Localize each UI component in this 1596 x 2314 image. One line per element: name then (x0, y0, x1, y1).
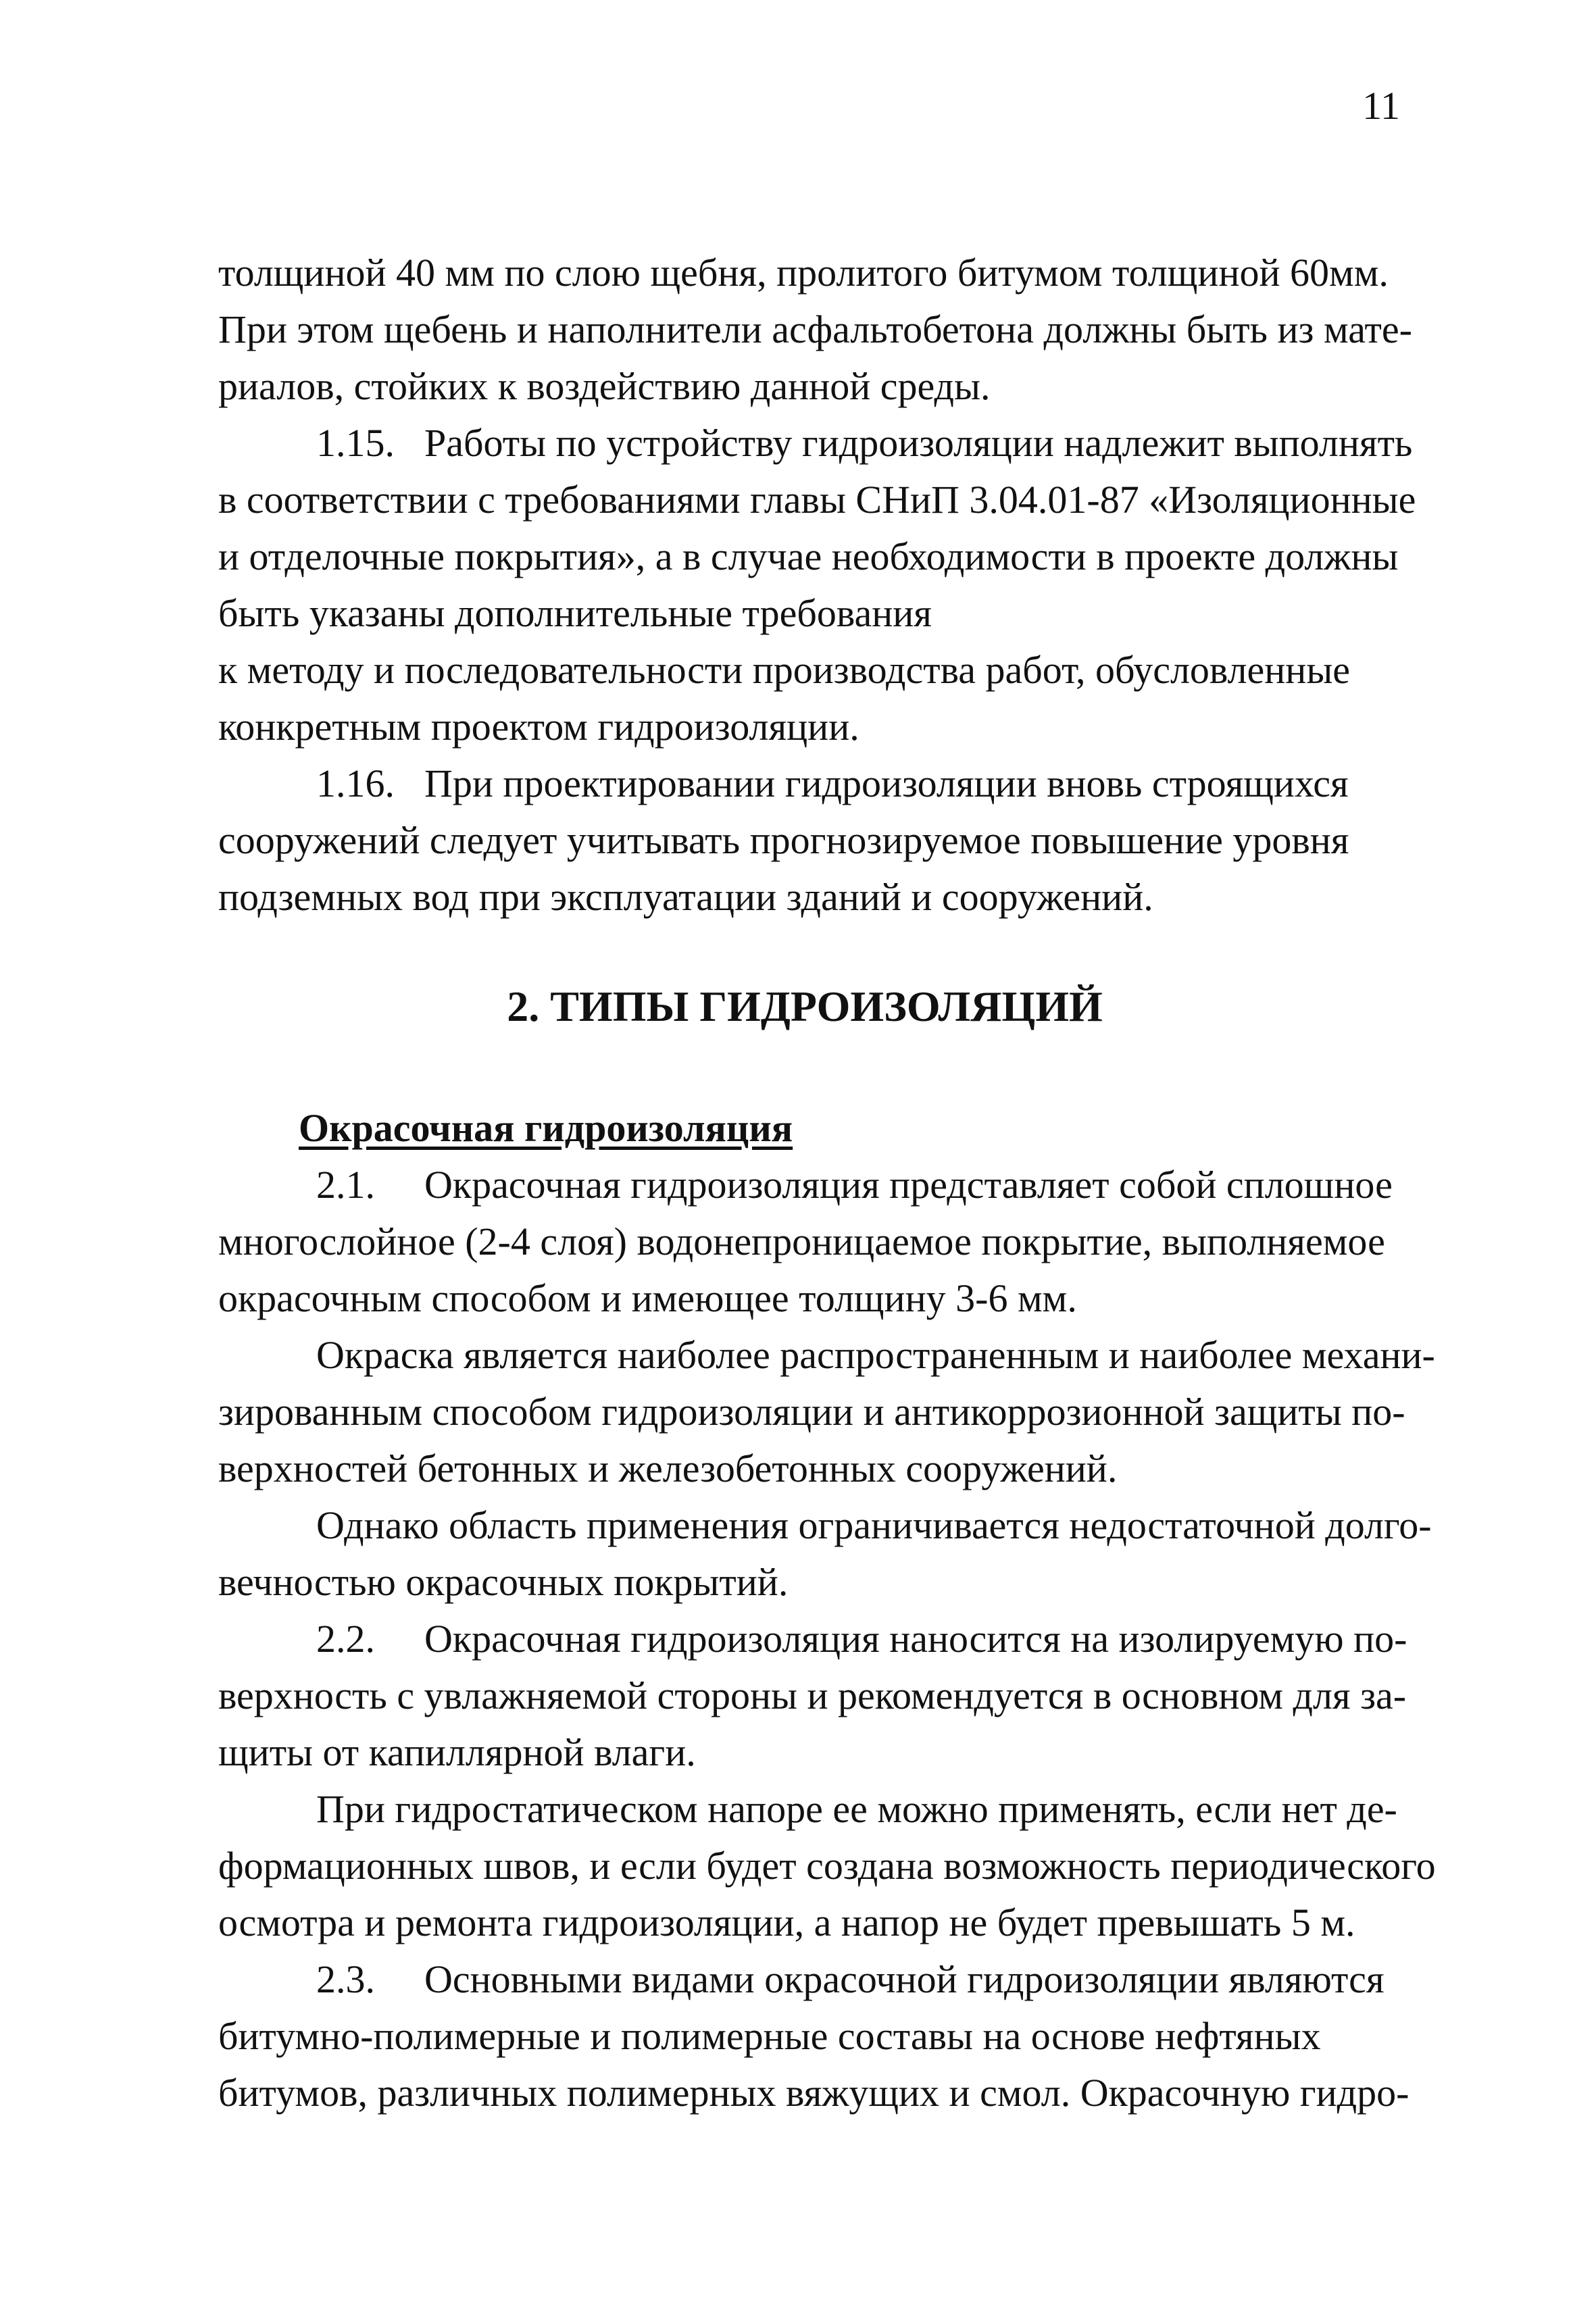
paragraph-first-line (316, 1157, 1393, 1213)
section-heading: 2. ТИПЫ ГИДРОИЗОЛЯЦИЙ (507, 982, 1103, 1030)
paragraph-line: быть указаны дополнительные требования (218, 591, 932, 635)
clause-number: 1.15. (316, 421, 395, 465)
paragraph-line: в соответствии с требованиями главы СНиП 3.04.01-87 «Изоляционные (218, 478, 1416, 522)
paragraph-line: битумов, различных полимерных вяжущих и смол. Окрасочную гидро- (218, 2071, 1410, 2115)
paragraph-text: При проектировании гидроизоляции вновь строящихся (424, 761, 1349, 805)
paragraph-text: Окрасочная гидроизоляция представляет собой сплошное (424, 1163, 1393, 1207)
paragraph-text: Окрасочная гидроизоляция наносится на изолируемую по- (424, 1617, 1407, 1661)
page-number: 11 (1362, 84, 1400, 128)
paragraph-line: конкретным проектом гидроизоляции. (218, 705, 859, 749)
clause-number: 1.16. (316, 761, 395, 805)
paragraph-line: битумно-полимерные и полимерные составы на основе нефтяных (218, 2014, 1321, 2058)
clause-number: 2.1. (316, 1163, 375, 1207)
paragraph-line: зированным способом гидроизоляции и антикоррозионной защиты по- (218, 1390, 1405, 1434)
paragraph-line: риалов, стойких к воздействию данной среды. (218, 364, 991, 408)
paragraph-line: верхность с увлажняемой стороны и рекомендуется в основном для за- (218, 1674, 1407, 1717)
paragraph-line: щиты от капиллярной влаги. (218, 1730, 696, 1774)
subsection-heading: Окрасочная гидроизоляция (299, 1106, 793, 1150)
paragraph-text: Работы по устройству гидроизоляции надлежит выполнять (424, 421, 1413, 465)
paragraph-line: При гидростатическом напоре ее можно применять, если нет де- (316, 1787, 1397, 1831)
paragraph-line: формационных швов, и если будет создана возможность периодического (218, 1844, 1436, 1888)
paragraph-first-line (316, 1611, 1407, 1667)
paragraph-line: сооружений следует учитывать прогнозируемое повышение уровня (218, 818, 1349, 862)
paragraph-line: Окраска является наиболее распространенным и наиболее механи- (316, 1333, 1435, 1377)
paragraph-line: к методу и последовательности производства работ, обусловленные (218, 648, 1351, 692)
paragraph-line: подземных вод при эксплуатации зданий и сооружений. (218, 875, 1153, 919)
paragraph-line: окрасочным способом и имеющее толщину 3-6 мм. (218, 1276, 1077, 1320)
paragraph-first-line (316, 1951, 1385, 2008)
paragraph-line: вечностью окрасочных покрытий. (218, 1560, 789, 1604)
paragraph-first-line (316, 755, 1349, 812)
paragraph-text: Основными видами окрасочной гидроизоляции являются (424, 1957, 1385, 2001)
paragraph-line: осмотра и ремонта гидроизоляции, а напор не будет превышать 5 м. (218, 1901, 1355, 1944)
paragraph-first-line (316, 415, 1412, 472)
paragraph-line: При этом щебень и наполнители асфальтобетона должны быть из мате- (218, 307, 1412, 351)
paragraph-line: Однако область применения ограничивается недостаточной долго- (316, 1503, 1432, 1547)
paragraph-line: и отделочные покрытия», а в случае необходимости в проекте должны (218, 534, 1399, 578)
paragraph-line: многослойное (2-4 слоя) водонепроницаемое покрытие, выполняемое (218, 1219, 1385, 1263)
clause-number: 2.3. (316, 1957, 375, 2001)
clause-number: 2.2. (316, 1617, 375, 1661)
paragraph-line: толщиной 40 мм по слою щебня, пролитого битумом толщиной 60мм. (218, 251, 1389, 295)
paragraph-line: верхностей бетонных и железобетонных сооружений. (218, 1447, 1118, 1490)
